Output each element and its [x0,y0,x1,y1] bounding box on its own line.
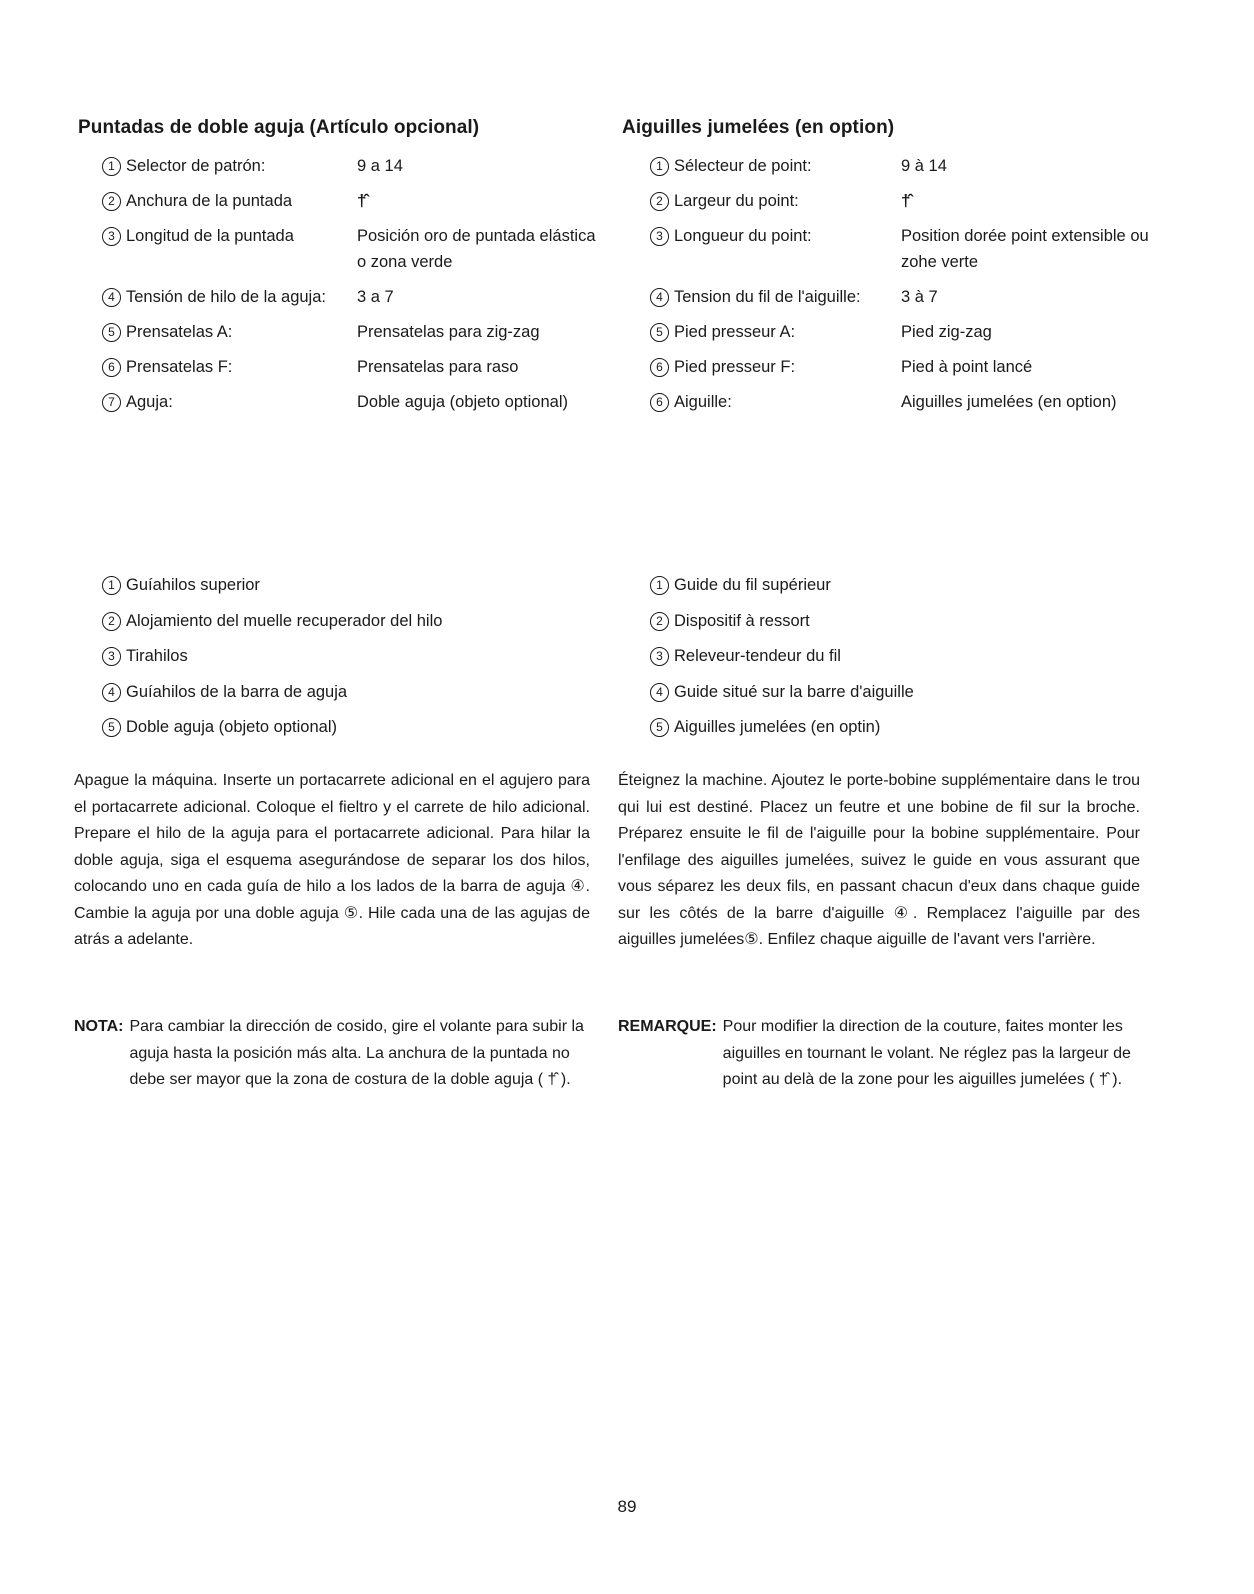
part-item [102,572,602,598]
note-text: Pour modifier la direction de la couture, faites monter les aiguilles en tournant le volant. Ne réglez pas la largeur de point au delà de la zone pour les aiguilles jumelées ( †̂ ). [722,1018,1131,1088]
part-item [650,714,1150,740]
spanish-setting-row [102,153,602,179]
circled-number-icon: 4 [650,288,669,307]
part-item [650,679,1150,705]
french-heading: Aiguilles jumelées (en option) [622,117,895,138]
circled-number-icon: 3 [650,227,669,246]
part-item [102,643,602,669]
circled-number-icon: 3 [102,227,121,246]
setting-value: Prensatelas para raso [357,358,519,376]
circled-number-icon: 2 [102,612,121,631]
french-setting-row [650,153,1160,179]
french-settings-list [650,153,1160,424]
part-item [102,679,602,705]
circled-number-icon: 5 [102,323,121,342]
circled-number-icon: 4 [650,683,669,702]
circled-number-icon: 2 [650,612,669,631]
spanish-parts-list [102,572,602,750]
setting-label: Prensatelas A: [126,323,233,341]
note-label: REMARQUE: [618,1018,717,1035]
part-item [650,643,1150,669]
setting-value: Prensatelas para zig-zag [357,323,540,341]
setting-label: Aguja: [126,393,173,411]
circled-number-icon: 6 [650,393,669,412]
note-text: Para cambiar la dirección de cosido, gire el volante para subir la aguja hasta la posición más alta. La anchura de la puntada no debe ser mayor que la zona de costura de la doble aguja ( †̂ ). [129,1018,584,1088]
part-label: Tirahilos [126,647,188,665]
spanish-setting-row [102,223,602,275]
circled-number-icon: 2 [650,192,669,211]
circled-number-icon: 6 [102,358,121,377]
part-label: Aiguilles jumelées (en optin) [674,718,881,736]
french-parts-list [650,572,1150,750]
setting-label: Prensatelas F: [126,358,233,376]
part-item [102,608,602,634]
part-label: Guide situé sur la barre d'aiguille [674,682,914,701]
setting-label: Tension du fil de l'aiguille: [674,288,861,306]
setting-label: Pied presseur F: [674,358,796,376]
part-item [650,608,1150,634]
setting-label: Anchura de la puntada [126,192,293,210]
setting-value: Position dorée point extensible ou zohe verte [901,227,1149,271]
setting-value: Posición oro de puntada elástica o zona verde [357,227,596,271]
circled-number-icon: 3 [650,647,669,666]
setting-label: Selector de patrón: [126,157,266,175]
part-label: Alojamiento del muelle recuperador del hilo [126,611,443,630]
spanish-setting-row [102,389,602,415]
setting-value: Aiguilles jumelées (en option) [901,393,1117,411]
part-label: Guíahilos superior [126,576,260,594]
circled-number-icon: 5 [102,718,121,737]
part-item [650,572,1150,598]
setting-value: 3 a 7 [357,288,394,306]
circled-number-icon: 4 [102,288,121,307]
french-setting-row [650,319,1160,345]
spanish-heading: Puntadas de doble aguja (Artículo opcional) [78,117,480,138]
circled-number-icon: 4 [102,683,121,702]
circled-number-icon: 6 [650,358,669,377]
french-setting-row [650,354,1160,380]
circled-number-icon: 1 [102,576,121,595]
circled-number-icon: 2 [102,192,121,211]
note-label: NOTA: [74,1018,124,1035]
setting-label: Longitud de la puntada [126,227,294,245]
spanish-note [74,1014,590,1094]
spanish-setting-row [102,354,602,380]
circled-number-icon: 5 [650,323,669,342]
setting-value: Pied zig-zag [901,323,992,341]
french-note [618,1014,1142,1094]
setting-label: Largeur du point: [674,192,799,210]
setting-value: Pied à point lancé [901,358,1033,376]
part-label: Doble aguja (objeto optional) [126,718,337,736]
spanish-setting-row [102,188,602,214]
french-setting-row [650,223,1160,275]
spanish-instructions: Apague la máquina. Inserte un portacarrete adicional en el agujero para el portacarrete adicional. Coloque el fieltro y el carrete de hilo adicional. Prepare el hilo de la aguja para el portacarrete adicional. Para hilar la doble aguja, siga el esquema asegurándose de separar los dos hilos, colocando uno en cada guía de hilo a los lados de la barra de aguja ④. Cambie la aguja por una doble aguja ⑤. Hile cada una de las agujas de atrás a adelante. [74,772,590,948]
part-item [102,714,602,740]
page-number: 89 [617,1497,637,1516]
setting-value: Doble aguja (objeto optional) [357,393,568,411]
part-label: Guide du fil supérieur [674,576,831,594]
part-label: Guíahilos de la barra de aguja [126,682,348,701]
setting-value: 3 à 7 [901,288,938,306]
spanish-setting-row [102,284,602,310]
twin-needle-icon: †̂ [357,191,367,210]
circled-number-icon: 1 [650,157,669,176]
setting-label: Aiguille: [674,393,732,411]
circled-number-icon: 5 [650,718,669,737]
part-label: Releveur-tendeur du fil [674,647,841,665]
french-instructions: Éteignez la machine. Ajoutez le porte-bobine supplémentaire dans le trou qui lui est destiné. Placez un feutre et une bobine de fil sur la broche. Préparez ensuite le fil de l'aiguille pour la bobine supplémentaire. Pour l'enfilage des aiguilles jumelées, suivez le guide en vous assurant que vous séparez les deux fils, en passant chacun d'eux dans chaque guide sur les côtés de la barre d'aiguille ④. Remplacez l'aiguille par des aiguilles jumelées⑤. Enfilez chaque aiguille de l'avant vers l'arrière. [618,772,1140,948]
setting-label: Tensión de hilo de la aguja: [126,288,326,306]
spanish-settings-list [102,153,602,424]
french-setting-row [650,188,1160,214]
french-setting-row [650,389,1160,415]
setting-label: Longueur du point: [674,227,812,245]
setting-label: Pied presseur A: [674,323,796,341]
circled-number-icon: 1 [650,576,669,595]
setting-label: Sélecteur de point: [674,157,812,175]
circled-number-icon: 3 [102,647,121,666]
twin-needle-icon: †̂ [901,191,911,210]
circled-number-icon: 7 [102,393,121,412]
setting-value: 9 à 14 [901,157,947,175]
spanish-setting-row [102,319,602,345]
setting-value: 9 a 14 [357,157,403,175]
circled-number-icon: 1 [102,157,121,176]
french-setting-row [650,284,1160,310]
part-label: Dispositif à ressort [674,611,810,630]
